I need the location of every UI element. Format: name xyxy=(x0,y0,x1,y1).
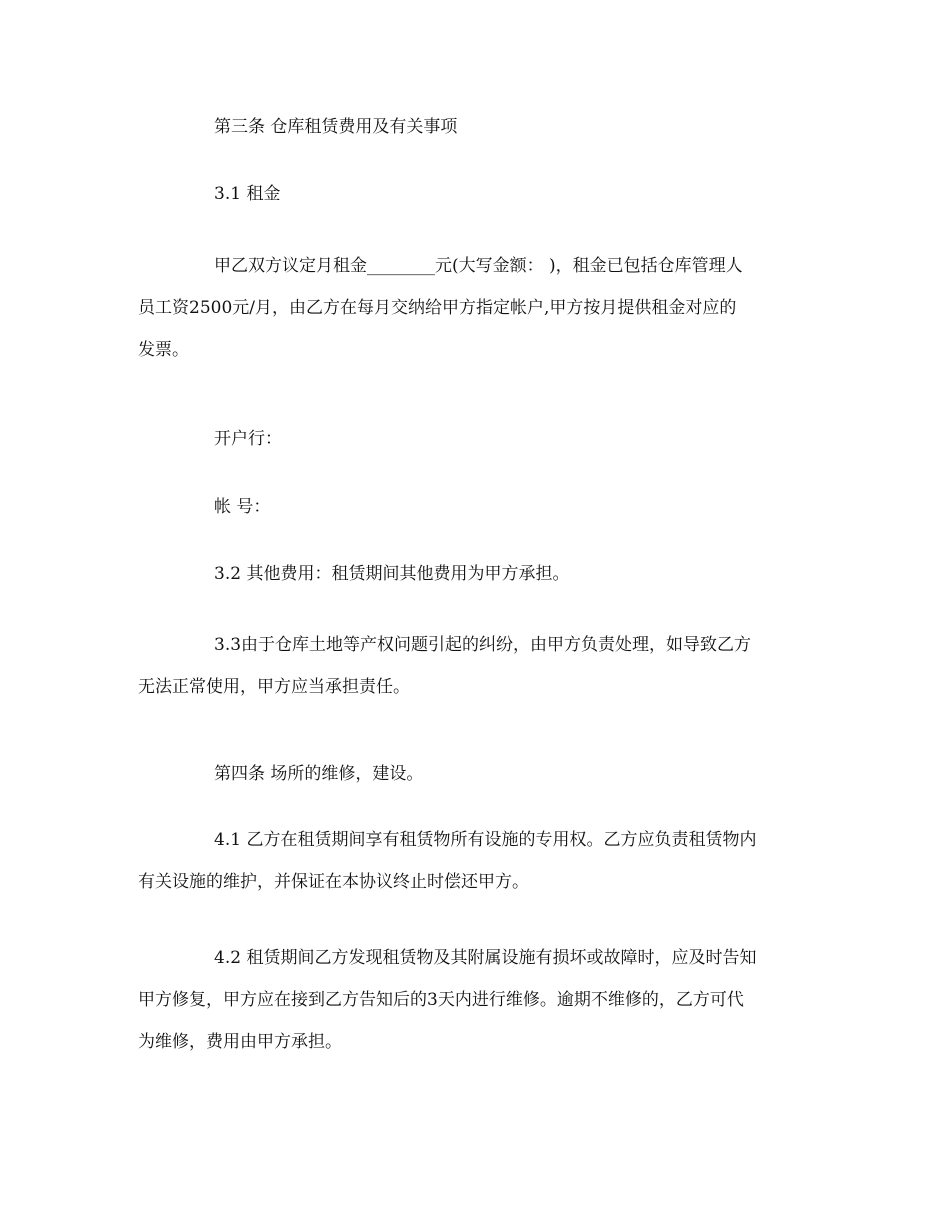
paragraph-line: 甲乙双方议定月租金________元(大写金额： )，租金已包括仓库管理人 xyxy=(214,256,743,276)
paragraph-line: 第四条 场所的维修，建设。 xyxy=(214,764,424,784)
section-3-3 xyxy=(138,624,818,708)
paragraph-line: 3.3由于仓库土地等产权问题引起的纠纷，由甲方负责处理，如导致乙方 xyxy=(214,635,752,655)
account-label xyxy=(138,486,818,528)
section-3-2 xyxy=(138,553,818,595)
paragraph-line: 员工资2500元/月，由乙方在每月交纳给甲方指定帐户,甲方按月提供租金对应的 xyxy=(138,298,737,318)
paragraph-rent xyxy=(138,245,818,371)
paragraph-line: 为维修，费用由甲方承担。 xyxy=(138,1032,342,1052)
paragraph-line: 3.2 其他费用：租赁期间其他费用为甲方承担。 xyxy=(214,564,570,584)
section-4-1 xyxy=(138,819,818,903)
paragraph-line: 无法正常使用，甲方应当承担责任。 xyxy=(138,677,410,697)
paragraph-line: 甲方修复，甲方应在接到乙方告知后的3天内进行维修。逾期不维修的，乙方可代 xyxy=(138,990,744,1010)
paragraph-line: 开户行： xyxy=(214,429,282,449)
paragraph-line: 4.2 租赁期间乙方发现租赁物及其附属设施有损坏或故障时，应及时告知 xyxy=(214,948,757,968)
heading-article-3 xyxy=(138,106,818,148)
paragraph-line: 帐 号： xyxy=(214,497,271,517)
bank-label xyxy=(138,418,818,460)
paragraph-line: 发票。 xyxy=(138,340,189,360)
section-3-1-title xyxy=(138,173,818,215)
paragraph-line: 3.1 租金 xyxy=(214,184,281,204)
paragraph-line: 有关设施的维护，并保证在本协议终止时偿还甲方。 xyxy=(138,872,529,892)
paragraph-line: 4.1 乙方在租赁期间享有租赁物所有设施的专用权。乙方应负责租赁物内 xyxy=(214,830,757,850)
section-4-2 xyxy=(138,937,818,1063)
paragraph-line: 第三条 仓库租赁费用及有关事项 xyxy=(214,117,458,137)
heading-article-4 xyxy=(138,753,818,795)
